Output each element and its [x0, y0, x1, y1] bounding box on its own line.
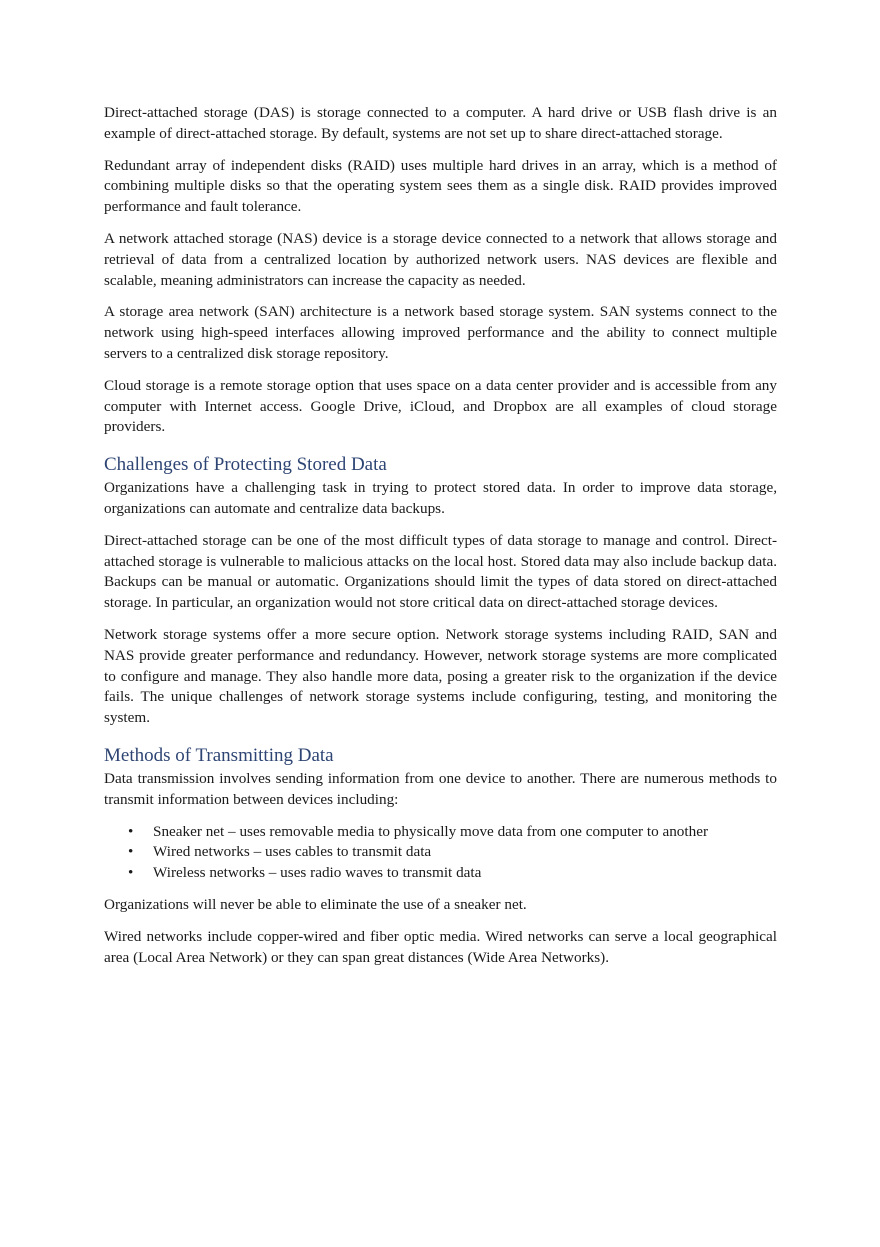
- paragraph-cloud: Cloud storage is a remote storage option that uses space on a data center provider and is accessible from any computer with Internet access. Google Drive, iCloud, and Dropbox are all examples of cloud storage providers.: [104, 376, 777, 436]
- paragraph-challenges-network: Network storage systems offer a more secure option. Network storage systems including RAID, SAN and NAS provide greater performance and redundancy. However, network storage systems are more complicated to configure and manage. They also handle more data, posing a greater risk to the organization if the device fails. The unique challenges of network storage systems include configuring, testing, and monitoring the system.: [104, 625, 777, 727]
- bullet-list: [104, 822, 777, 884]
- paragraph-challenges-das: Direct-attached storage can be one of the most difficult types of data storage to manage and control. Direct-attached storage is vulnerable to malicious attacks on the local host. Stored data may also include backup data. Backups can be manual or automatic. Organizations should limit the types of data stored on direct-attached storage. In particular, an organization would not store critical data on direct-attached storage devices.: [104, 531, 777, 612]
- bullet-icon: •: [128, 843, 134, 861]
- heading-challenges: Challenges of Protecting Stored Data: [104, 454, 387, 476]
- paragraph-wired-networks: Wired networks include copper-wired and fiber optic media. Wired networks can serve a local geographical area (Local Area Network) or they can span great distances (Wide Area Networks).: [104, 927, 777, 966]
- paragraph-sneaker-net: Organizations will never be able to eliminate the use of a sneaker net.: [104, 895, 527, 913]
- paragraph-raid: Redundant array of independent disks (RAID) uses multiple hard drives in an array, which is a method of combining multiple disks so that the operating system sees them as a single disk. RAID provides improved performance and fault tolerance.: [104, 156, 777, 216]
- bullet-icon: •: [128, 864, 134, 882]
- heading-methods: Methods of Transmitting Data: [104, 744, 334, 766]
- list-item-text: Wired networks – uses cables to transmit data: [153, 843, 432, 861]
- paragraph-san: A storage area network (SAN) architecture is a network based storage system. SAN systems connect to the network using high-speed interfaces allowing improved performance and the ability to connect multiple servers to a centralized disk storage repository.: [104, 303, 777, 362]
- bullet-icon: •: [128, 822, 134, 840]
- paragraph-methods-intro: Data transmission involves sending information from one device to another. There are numerous methods to transmit information between devices including:: [104, 769, 777, 808]
- document-page: [104, 103, 777, 979]
- list-item-text: Sneaker net – uses removable media to physically move data from one computer to another: [153, 822, 709, 840]
- list-item: [104, 863, 777, 884]
- list-item: [104, 842, 777, 863]
- list-item: [104, 822, 777, 843]
- list-item-text: Wireless networks – uses radio waves to transmit data: [153, 864, 482, 882]
- paragraph-das: Direct-attached storage (DAS) is storage connected to a computer. A hard drive or USB flash drive is an example of direct-attached storage. By default, systems are not set up to share direct-attached storage.: [104, 104, 777, 142]
- paragraph-challenges-intro: Organizations have a challenging task in trying to protect stored data. In order to improve data storage, organizations can automate and centralize data backups.: [104, 479, 777, 517]
- paragraph-nas: A network attached storage (NAS) device is a storage device connected to a network that allows storage and retrieval of data from a centralized location by authorized network users. NAS devices are flexible and scalable, meaning administrators can increase the capacity as needed.: [104, 229, 777, 289]
